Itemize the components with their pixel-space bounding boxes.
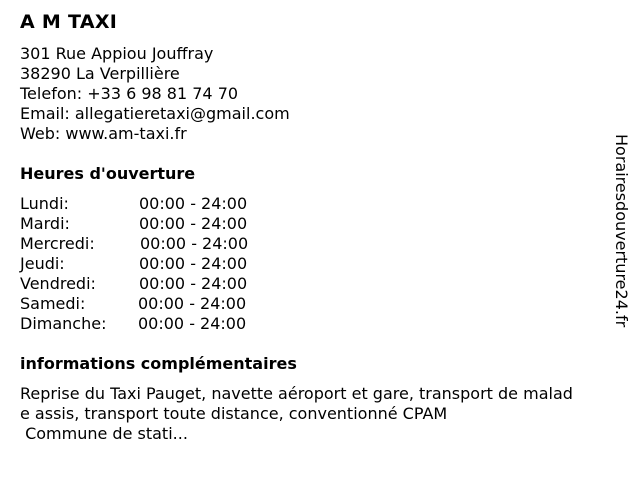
- hours-time: 00:00 - 24:00: [139, 254, 248, 273]
- hours-time: 00:00 - 24:00: [139, 214, 248, 233]
- hours-day: Vendredi:: [20, 274, 96, 293]
- web-label: Web:: [20, 124, 61, 143]
- hours-day: Lundi:: [20, 194, 69, 213]
- info-text-line: e assis, transport toute distance, conventionné CPAM: [20, 404, 448, 423]
- hours-time: 00:00 - 24:00: [140, 234, 249, 253]
- email-label: Email:: [20, 104, 70, 123]
- address-city: 38290 La Verpillière: [20, 64, 180, 83]
- phone-label: Telefon:: [20, 84, 83, 103]
- hours-time: 00:00 - 24:00: [139, 194, 248, 213]
- hours-day: Samedi:: [20, 294, 86, 313]
- hours-day: Mercredi:: [20, 234, 95, 253]
- info-text-line: Reprise du Taxi Pauget, navette aéroport et gare, transport de malad: [20, 384, 573, 403]
- hours-day: Jeudi:: [20, 254, 65, 273]
- email-address[interactable]: allegatieretaxi@gmail.com: [74, 104, 290, 123]
- hours-time: 00:00 - 24:00: [138, 294, 247, 313]
- hours-time: 00:00 - 24:00: [138, 314, 247, 333]
- info-text-line: Commune de stati...: [20, 424, 188, 443]
- hours-heading: Heures d'ouverture: [20, 164, 196, 183]
- address-street: 301 Rue Appiou Jouffray: [20, 44, 214, 63]
- phone-line: [20, 84, 238, 103]
- hours-day: Dimanche:: [20, 314, 107, 333]
- site-watermark: Horairesdouverture24.fr: [612, 134, 631, 328]
- business-name: A M TAXI: [20, 11, 118, 33]
- email-line: [20, 104, 290, 123]
- info-heading: informations complémentaires: [20, 354, 297, 373]
- web-line: [20, 124, 187, 143]
- hours-day: Mardi:: [20, 214, 70, 233]
- phone-number[interactable]: +33 6 98 81 74 70: [87, 84, 239, 103]
- web-link[interactable]: www.am-taxi.fr: [65, 124, 187, 143]
- hours-time: 00:00 - 24:00: [139, 274, 248, 293]
